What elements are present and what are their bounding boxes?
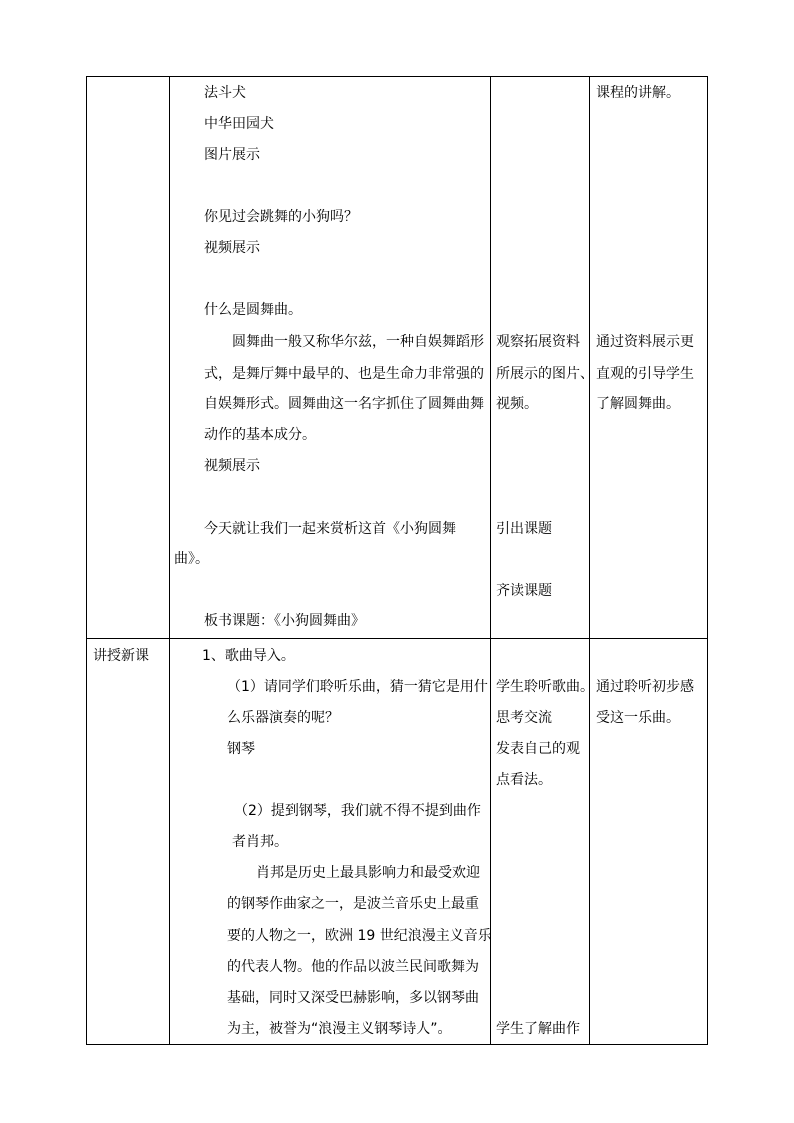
content-line: 式，是舞厅舞中最早的、也是生命力非常强的 (204, 366, 484, 382)
student-line: 学生了解曲作 (496, 1021, 580, 1037)
student-line: 发表自己的观 (496, 741, 580, 757)
purpose-line: 直观的引导学生 (596, 366, 694, 382)
content-line: 要的人物之一，欧洲 19 世纪浪漫主义音乐 (227, 928, 492, 944)
content-line: 今天就让我们一起来赏析这首《小狗圆舞 (204, 521, 456, 537)
student-line: 思考交流 (496, 710, 552, 726)
table-right-border (707, 76, 708, 1045)
row-divider (86, 638, 708, 639)
content-line: 板书课题：《小狗圆舞曲》 (204, 613, 365, 629)
student-line: 观察拓展资料 (496, 334, 580, 350)
content-line: 肖邦是历史上最具影响力和最受欢迎 (256, 865, 480, 881)
student-line: 点看法。 (496, 772, 552, 788)
content-line: （2）提到钢琴，我们就不得不提到曲作 (234, 803, 481, 819)
content-line: 动作的基本成分。 (204, 427, 316, 443)
student-line: 视频。 (496, 396, 538, 412)
purpose-line: 通过资料展示更 (596, 334, 694, 350)
purpose-line: 课程的讲解。 (596, 85, 680, 101)
student-line: 学生聆听歌曲。 (496, 679, 594, 695)
content-line: 为主，被誉为“浪漫主义钢琴诗人”。 (227, 1021, 452, 1037)
section-label: 讲授新课 (93, 648, 149, 664)
content-line: 者肖邦。 (232, 834, 288, 850)
table-left-border (86, 76, 87, 1045)
purpose-line: 通过聆听初步感 (596, 679, 694, 695)
student-line: 引出课题 (496, 521, 552, 537)
column-divider-3 (589, 76, 590, 1045)
content-line: （1）请同学们聆听乐曲，猜一猜它是用什 (227, 679, 488, 695)
content-line: 你见过会跳舞的小狗吗？ (204, 209, 358, 225)
content-line: 什么是圆舞曲。 (204, 302, 302, 318)
content-line: 1、歌曲导入。 (202, 648, 295, 664)
column-divider-1 (169, 76, 170, 1045)
table-bottom-border (86, 1044, 708, 1045)
content-line: 视频展示 (204, 458, 260, 474)
content-line: 法斗犬 (204, 85, 246, 101)
student-line: 齐读课题 (496, 583, 552, 599)
content-line: 曲》。 (174, 551, 209, 567)
content-line: 中华田园犬 (204, 116, 274, 132)
content-line: 的钢琴作曲家之一，是波兰音乐史上最重 (227, 896, 479, 912)
content-line: 圆舞曲一般又称华尔兹，一种自娱舞蹈形 (232, 334, 484, 350)
content-line: 图片展示 (204, 147, 260, 163)
table-top-border (86, 76, 708, 77)
purpose-line: 受这一乐曲。 (596, 710, 680, 726)
content-line: 钢琴 (227, 741, 255, 757)
column-divider-2 (490, 76, 491, 1045)
content-line: 基础，同时又深受巴赫影响，多以钢琴曲 (227, 990, 479, 1006)
content-line: 的代表人物。他的作品以波兰民间歌舞为 (227, 959, 479, 975)
student-line: 所展示的图片、 (496, 366, 594, 382)
content-line: 么乐器演奏的呢？ (227, 710, 339, 726)
content-line: 视频展示 (204, 240, 260, 256)
purpose-line: 了解圆舞曲。 (596, 396, 680, 412)
content-line: 自娱舞形式。圆舞曲这一名字抓住了圆舞曲舞 (204, 396, 484, 412)
